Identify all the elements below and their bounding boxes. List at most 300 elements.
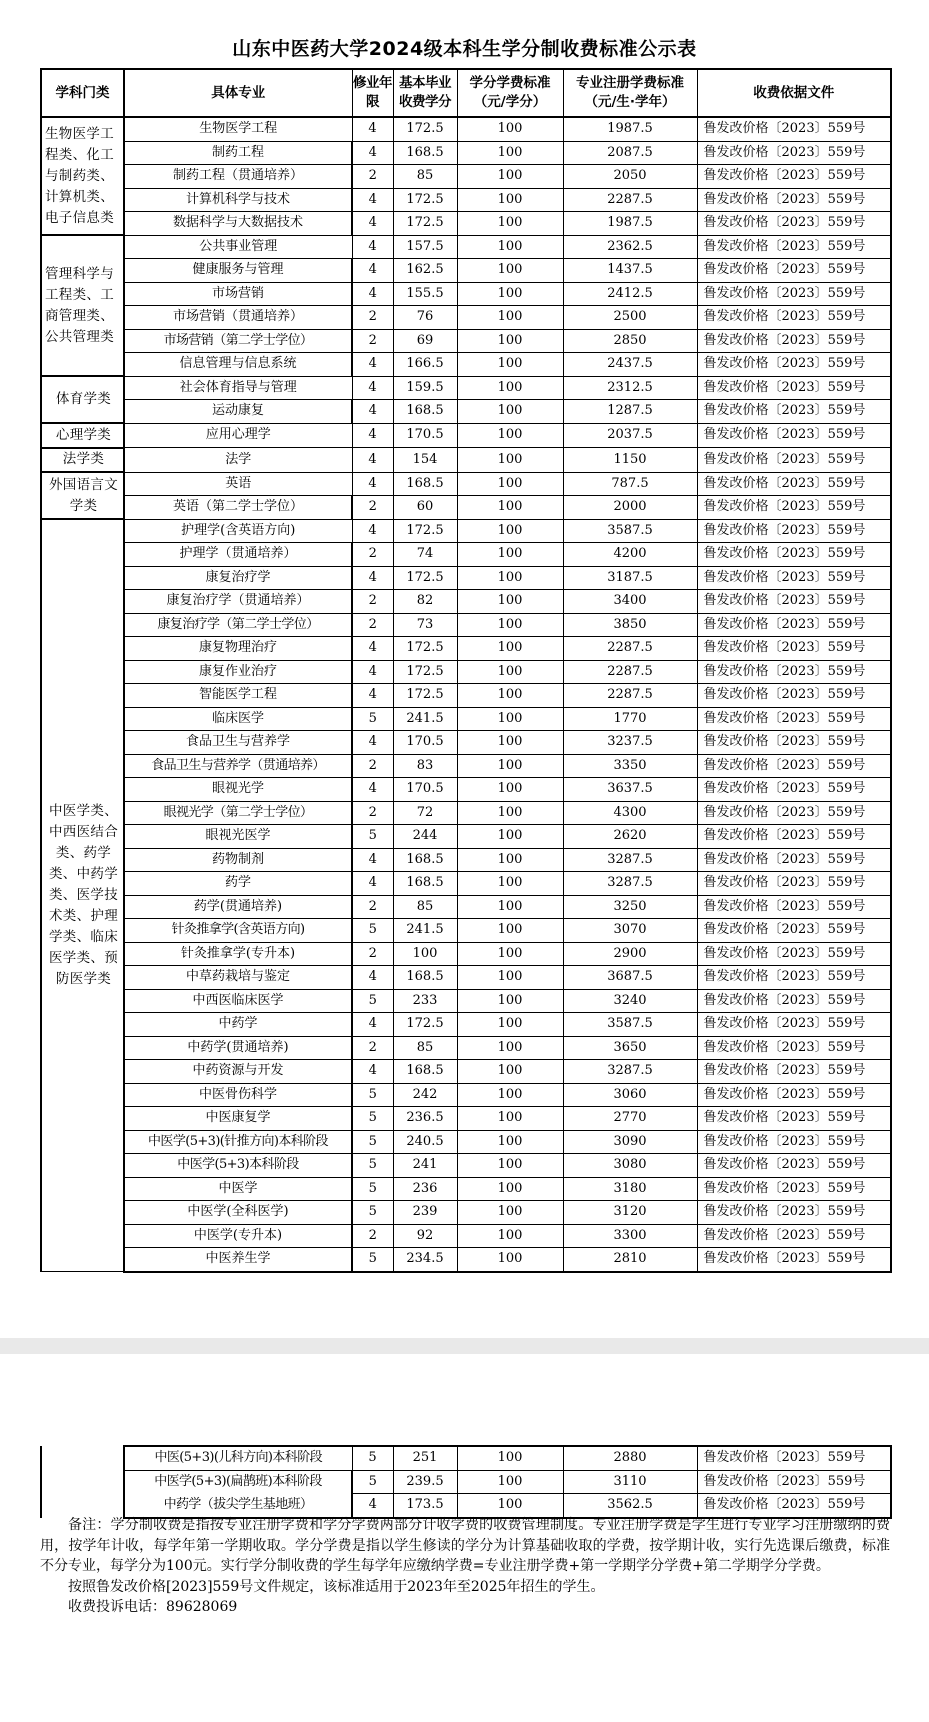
years-cell: 2 — [352, 801, 393, 825]
category-cell: 生物医学工程类、化工与制药类、计算机类、电子信息类 — [41, 117, 124, 235]
table-row — [41, 306, 891, 330]
years-cell: 2 — [352, 165, 393, 189]
basis-document-cell: 鲁发改价格〔2023〕559号 — [697, 519, 891, 543]
table-row — [41, 1224, 891, 1248]
registration-fee-cell: 4300 — [563, 801, 697, 825]
credit-fee-cell: 100 — [457, 1446, 563, 1470]
table-row — [41, 1494, 891, 1518]
major-cell: 药学(贯通培养) — [124, 895, 352, 919]
credits-cell: 154 — [393, 448, 457, 473]
registration-fee-cell: 3350 — [563, 754, 697, 778]
credits-cell: 168.5 — [393, 848, 457, 872]
credits-cell: 85 — [393, 165, 457, 189]
registration-fee-cell: 3090 — [563, 1130, 697, 1154]
years-cell: 4 — [352, 566, 393, 590]
registration-fee-cell: 2287.5 — [563, 684, 697, 708]
registration-fee-cell: 2437.5 — [563, 353, 697, 377]
credit-fee-cell: 100 — [457, 801, 563, 825]
credit-fee-cell: 100 — [457, 306, 563, 330]
table-row — [41, 400, 891, 424]
registration-fee-cell: 3110 — [563, 1470, 697, 1494]
table-row — [41, 1248, 891, 1272]
major-cell: 康复治疗学 — [124, 566, 352, 590]
credit-fee-cell: 100 — [457, 423, 563, 448]
credit-fee-cell: 100 — [457, 1470, 563, 1494]
credit-fee-cell: 100 — [457, 942, 563, 966]
years-cell: 4 — [352, 1060, 393, 1084]
major-cell: 运动康复 — [124, 400, 352, 424]
credits-cell: 251 — [393, 1446, 457, 1470]
major-cell: 法学 — [124, 448, 352, 473]
major-cell: 药学 — [124, 872, 352, 896]
credit-fee-cell: 100 — [457, 376, 563, 400]
years-cell: 4 — [352, 848, 393, 872]
major-cell: 市场营销（第二学士学位） — [124, 329, 352, 353]
credits-cell: 241.5 — [393, 707, 457, 731]
major-cell: 制药工程 — [124, 141, 352, 165]
basis-document-cell: 鲁发改价格〔2023〕559号 — [697, 848, 891, 872]
registration-fee-cell: 3120 — [563, 1201, 697, 1225]
years-cell: 2 — [352, 306, 393, 330]
years-cell: 4 — [352, 684, 393, 708]
credits-cell: 172.5 — [393, 1013, 457, 1037]
credit-fee-cell: 100 — [457, 707, 563, 731]
registration-fee-cell: 2850 — [563, 329, 697, 353]
basis-document-cell: 鲁发改价格〔2023〕559号 — [697, 1060, 891, 1084]
basis-document-cell: 鲁发改价格〔2023〕559号 — [697, 895, 891, 919]
table-row — [41, 1177, 891, 1201]
registration-fee-cell: 3187.5 — [563, 566, 697, 590]
table-row — [41, 1470, 891, 1494]
credits-cell: 159.5 — [393, 376, 457, 400]
credit-fee-cell: 100 — [457, 848, 563, 872]
major-cell: 食品卫生与营养学（贯通培养） — [124, 754, 352, 778]
table-row — [41, 637, 891, 661]
table-row — [41, 801, 891, 825]
credits-cell: 239.5 — [393, 1470, 457, 1494]
years-cell: 5 — [352, 1107, 393, 1131]
years-cell: 5 — [352, 1154, 393, 1178]
years-cell: 2 — [352, 1036, 393, 1060]
basis-document-cell: 鲁发改价格〔2023〕559号 — [697, 165, 891, 189]
table-row — [41, 1154, 891, 1178]
registration-fee-cell: 3287.5 — [563, 872, 697, 896]
credits-cell: 168.5 — [393, 472, 457, 496]
credit-fee-cell: 100 — [457, 543, 563, 567]
table-row — [41, 872, 891, 896]
major-cell: 英语（第二学士学位） — [124, 496, 352, 520]
years-cell: 4 — [352, 400, 393, 424]
category-cell: 管理科学与工程类、工商管理类、公共管理类 — [41, 235, 124, 376]
major-cell: 康复物理治疗 — [124, 637, 352, 661]
credits-cell: 172.5 — [393, 212, 457, 236]
years-cell: 4 — [352, 423, 393, 448]
years-cell: 4 — [352, 778, 393, 802]
major-cell: 计算机科学与技术 — [124, 188, 352, 212]
credit-fee-cell: 100 — [457, 235, 563, 259]
basis-document-cell: 鲁发改价格〔2023〕559号 — [697, 966, 891, 990]
years-cell: 4 — [352, 259, 393, 283]
table-row — [41, 212, 891, 236]
table-row — [41, 259, 891, 283]
major-cell: 中医学 — [124, 1177, 352, 1201]
credit-fee-cell: 100 — [457, 1224, 563, 1248]
basis-document-cell: 鲁发改价格〔2023〕559号 — [697, 188, 891, 212]
registration-fee-cell: 3587.5 — [563, 1013, 697, 1037]
credits-cell: 69 — [393, 329, 457, 353]
registration-fee-cell: 2810 — [563, 1248, 697, 1272]
major-cell: 中医学(专升本) — [124, 1224, 352, 1248]
years-cell: 4 — [352, 141, 393, 165]
basis-document-cell: 鲁发改价格〔2023〕559号 — [697, 1224, 891, 1248]
credit-fee-cell: 100 — [457, 919, 563, 943]
major-cell: 市场营销（贯通培养） — [124, 306, 352, 330]
table-row — [41, 117, 891, 141]
category-cell: 体育学类 — [41, 376, 124, 423]
notes — [40, 1515, 890, 1618]
table-row — [41, 848, 891, 872]
years-cell: 2 — [352, 613, 393, 637]
credits-cell: 74 — [393, 543, 457, 567]
basis-document-cell: 鲁发改价格〔2023〕559号 — [697, 376, 891, 400]
years-cell: 5 — [352, 1470, 393, 1494]
registration-fee-cell: 1287.5 — [563, 400, 697, 424]
credits-cell: 241 — [393, 1154, 457, 1178]
credit-fee-cell: 100 — [457, 282, 563, 306]
credit-fee-cell: 100 — [457, 1154, 563, 1178]
credits-cell: 236 — [393, 1177, 457, 1201]
basis-document-cell: 鲁发改价格〔2023〕559号 — [697, 989, 891, 1013]
major-cell: 中医学(5+3)(针推方向)本科阶段 — [124, 1130, 352, 1154]
major-cell: 英语 — [124, 472, 352, 496]
credits-cell: 239 — [393, 1201, 457, 1225]
basis-document-cell: 鲁发改价格〔2023〕559号 — [697, 212, 891, 236]
major-cell: 中药学 — [124, 1013, 352, 1037]
years-cell: 4 — [352, 731, 393, 755]
credits-cell: 234.5 — [393, 1248, 457, 1272]
basis-document-cell: 鲁发改价格〔2023〕559号 — [697, 282, 891, 306]
registration-fee-cell: 1987.5 — [563, 212, 697, 236]
years-cell: 2 — [352, 590, 393, 614]
credits-cell: 76 — [393, 306, 457, 330]
registration-fee-cell: 2620 — [563, 825, 697, 849]
credits-cell: 73 — [393, 613, 457, 637]
years-cell: 4 — [352, 660, 393, 684]
credit-fee-cell: 100 — [457, 1130, 563, 1154]
major-cell: 中草药栽培与鉴定 — [124, 966, 352, 990]
table-row — [41, 1036, 891, 1060]
major-cell: 智能医学工程 — [124, 684, 352, 708]
credits-cell: 168.5 — [393, 872, 457, 896]
header-basis-document: 收费依据文件 — [697, 69, 891, 117]
years-cell: 4 — [352, 117, 393, 141]
registration-fee-cell: 3400 — [563, 590, 697, 614]
table-row — [41, 778, 891, 802]
credit-fee-cell: 100 — [457, 731, 563, 755]
basis-document-cell: 鲁发改价格〔2023〕559号 — [697, 543, 891, 567]
table-row — [41, 919, 891, 943]
years-cell: 2 — [352, 1224, 393, 1248]
credits-cell: 170.5 — [393, 731, 457, 755]
category-cell: 法学类 — [41, 448, 124, 473]
credit-fee-cell: 100 — [457, 1060, 563, 1084]
header-registration-fee: 专业注册学费标准（元/生·学年） — [563, 69, 697, 117]
basis-document-cell: 鲁发改价格〔2023〕559号 — [697, 1470, 891, 1494]
years-cell: 4 — [352, 188, 393, 212]
major-cell: 临床医学 — [124, 707, 352, 731]
credit-fee-cell: 100 — [457, 353, 563, 377]
major-cell: 中西医临床医学 — [124, 989, 352, 1013]
basis-document-cell: 鲁发改价格〔2023〕559号 — [697, 1494, 891, 1518]
credit-fee-cell: 100 — [457, 448, 563, 473]
basis-document-cell: 鲁发改价格〔2023〕559号 — [697, 117, 891, 141]
major-cell: 康复作业治疗 — [124, 660, 352, 684]
table-row — [41, 1013, 891, 1037]
credit-fee-cell: 100 — [457, 165, 563, 189]
registration-fee-cell: 2037.5 — [563, 423, 697, 448]
major-cell: 数据科学与大数据技术 — [124, 212, 352, 236]
registration-fee-cell: 3287.5 — [563, 1060, 697, 1084]
major-cell: 市场营销 — [124, 282, 352, 306]
credits-cell: 72 — [393, 801, 457, 825]
credits-cell: 172.5 — [393, 188, 457, 212]
basis-document-cell: 鲁发改价格〔2023〕559号 — [697, 1013, 891, 1037]
table-row — [41, 1107, 891, 1131]
years-cell: 2 — [352, 942, 393, 966]
table-row — [41, 684, 891, 708]
credits-cell: 155.5 — [393, 282, 457, 306]
basis-document-cell: 鲁发改价格〔2023〕559号 — [697, 825, 891, 849]
registration-fee-cell: 4200 — [563, 543, 697, 567]
table-row — [41, 423, 891, 448]
credits-cell: 242 — [393, 1083, 457, 1107]
registration-fee-cell: 3687.5 — [563, 966, 697, 990]
credit-fee-cell: 100 — [457, 966, 563, 990]
credit-fee-cell: 100 — [457, 1177, 563, 1201]
table-row — [41, 989, 891, 1013]
major-cell: 社会体育指导与管理 — [124, 376, 352, 400]
basis-document-cell: 鲁发改价格〔2023〕559号 — [697, 637, 891, 661]
major-cell: 中医学(全科医学) — [124, 1201, 352, 1225]
credits-cell: 168.5 — [393, 141, 457, 165]
major-cell: 健康服务与管理 — [124, 259, 352, 283]
table-row — [41, 472, 891, 496]
major-cell: 中医骨伤科学 — [124, 1083, 352, 1107]
major-cell: 公共事业管理 — [124, 235, 352, 259]
credit-fee-cell: 100 — [457, 400, 563, 424]
registration-fee-cell: 3650 — [563, 1036, 697, 1060]
registration-fee-cell: 2500 — [563, 306, 697, 330]
fee-table — [40, 68, 892, 1273]
years-cell: 5 — [352, 707, 393, 731]
credits-cell: 157.5 — [393, 235, 457, 259]
credits-cell: 244 — [393, 825, 457, 849]
years-cell: 4 — [352, 353, 393, 377]
basis-document-cell: 鲁发改价格〔2023〕559号 — [697, 590, 891, 614]
registration-fee-cell: 1987.5 — [563, 117, 697, 141]
major-cell: 护理学(含英语方向) — [124, 519, 352, 543]
registration-fee-cell: 1437.5 — [563, 259, 697, 283]
credit-fee-cell: 100 — [457, 188, 563, 212]
years-cell: 5 — [352, 989, 393, 1013]
category-cell-continued — [41, 1446, 124, 1518]
credit-fee-cell: 100 — [457, 590, 563, 614]
credit-fee-cell: 100 — [457, 496, 563, 520]
table-row — [41, 566, 891, 590]
years-cell: 4 — [352, 872, 393, 896]
basis-document-cell: 鲁发改价格〔2023〕559号 — [697, 306, 891, 330]
basis-document-cell: 鲁发改价格〔2023〕559号 — [697, 731, 891, 755]
table-row — [41, 660, 891, 684]
registration-fee-cell: 2362.5 — [563, 235, 697, 259]
credits-cell: 172.5 — [393, 660, 457, 684]
years-cell: 2 — [352, 543, 393, 567]
basis-document-cell: 鲁发改价格〔2023〕559号 — [697, 754, 891, 778]
registration-fee-cell: 2000 — [563, 496, 697, 520]
table-row — [41, 188, 891, 212]
major-cell: 针灸推拿学(含英语方向) — [124, 919, 352, 943]
years-cell: 4 — [352, 1494, 393, 1518]
credit-fee-cell: 100 — [457, 754, 563, 778]
header-major: 具体专业 — [124, 69, 352, 117]
basis-document-cell: 鲁发改价格〔2023〕559号 — [697, 1107, 891, 1131]
credits-cell: 172.5 — [393, 566, 457, 590]
basis-document-cell: 鲁发改价格〔2023〕559号 — [697, 472, 891, 496]
major-cell: 中医康复学 — [124, 1107, 352, 1131]
credit-fee-cell: 100 — [457, 1201, 563, 1225]
page-title: 山东中医药大学2024级本科生学分制收费标准公示表 — [232, 38, 697, 60]
registration-fee-cell: 3080 — [563, 1154, 697, 1178]
major-cell: 信息管理与信息系统 — [124, 353, 352, 377]
credits-cell: 168.5 — [393, 966, 457, 990]
credit-fee-cell: 100 — [457, 141, 563, 165]
registration-fee-cell: 787.5 — [563, 472, 697, 496]
credit-fee-cell: 100 — [457, 637, 563, 661]
years-cell: 5 — [352, 1201, 393, 1225]
years-cell: 4 — [352, 637, 393, 661]
major-cell: 中医学(5+3)(扁鹊班)本科阶段 — [124, 1470, 352, 1494]
years-cell: 2 — [352, 754, 393, 778]
credit-fee-cell: 100 — [457, 1083, 563, 1107]
page-separator — [0, 1338, 929, 1354]
major-cell: 护理学（贯通培养） — [124, 543, 352, 567]
years-cell: 5 — [352, 1177, 393, 1201]
credits-cell: 170.5 — [393, 778, 457, 802]
table-row — [41, 1060, 891, 1084]
major-cell: 中药学（拔尖学生基地班） — [124, 1494, 352, 1518]
table-row — [41, 966, 891, 990]
credits-cell: 173.5 — [393, 1494, 457, 1518]
registration-fee-cell: 2287.5 — [563, 660, 697, 684]
registration-fee-cell: 1150 — [563, 448, 697, 473]
table-row — [41, 1201, 891, 1225]
basis-document-cell: 鲁发改价格〔2023〕559号 — [697, 919, 891, 943]
table-row — [41, 754, 891, 778]
major-cell: 食品卫生与营养学 — [124, 731, 352, 755]
years-cell: 4 — [352, 966, 393, 990]
years-cell: 4 — [352, 235, 393, 259]
credits-cell: 241.5 — [393, 919, 457, 943]
registration-fee-cell: 3287.5 — [563, 848, 697, 872]
major-cell: 中药资源与开发 — [124, 1060, 352, 1084]
basis-document-cell: 鲁发改价格〔2023〕559号 — [697, 801, 891, 825]
basis-document-cell: 鲁发改价格〔2023〕559号 — [697, 872, 891, 896]
credits-cell: 166.5 — [393, 353, 457, 377]
category-cell: 心理学类 — [41, 423, 124, 448]
credits-cell: 168.5 — [393, 400, 457, 424]
basis-document-cell: 鲁发改价格〔2023〕559号 — [697, 707, 891, 731]
registration-fee-cell: 2287.5 — [563, 637, 697, 661]
table-row — [41, 448, 891, 473]
credits-cell: 60 — [393, 496, 457, 520]
credit-fee-cell: 100 — [457, 778, 563, 802]
years-cell: 5 — [352, 1083, 393, 1107]
years-cell: 5 — [352, 919, 393, 943]
table-row — [41, 141, 891, 165]
registration-fee-cell: 2287.5 — [563, 188, 697, 212]
table-row — [41, 282, 891, 306]
major-cell: 针灸推拿学(专升本) — [124, 942, 352, 966]
note-complaint-phone: 收费投诉电话：89628069 — [68, 1599, 238, 1615]
basis-document-cell: 鲁发改价格〔2023〕559号 — [697, 613, 891, 637]
credits-cell: 168.5 — [393, 1060, 457, 1084]
basis-document-cell: 鲁发改价格〔2023〕559号 — [697, 400, 891, 424]
table-row — [41, 235, 891, 259]
major-cell: 中药学(贯通培养) — [124, 1036, 352, 1060]
major-cell: 眼视光学 — [124, 778, 352, 802]
basis-document-cell: 鲁发改价格〔2023〕559号 — [697, 496, 891, 520]
credits-cell: 162.5 — [393, 259, 457, 283]
basis-document-cell: 鲁发改价格〔2023〕559号 — [697, 942, 891, 966]
registration-fee-cell: 3180 — [563, 1177, 697, 1201]
basis-document-cell: 鲁发改价格〔2023〕559号 — [697, 259, 891, 283]
credits-cell: 236.5 — [393, 1107, 457, 1131]
note-policy: 按照鲁发改价格[2023]559号文件规定，该标准适用于2023年至2025年招生的学生。 — [68, 1578, 605, 1595]
credit-fee-cell: 100 — [457, 329, 563, 353]
basis-document-cell: 鲁发改价格〔2023〕559号 — [697, 778, 891, 802]
basis-document-cell: 鲁发改价格〔2023〕559号 — [697, 1248, 891, 1272]
registration-fee-cell: 3587.5 — [563, 519, 697, 543]
credit-fee-cell: 100 — [457, 1036, 563, 1060]
basis-document-cell: 鲁发改价格〔2023〕559号 — [697, 353, 891, 377]
registration-fee-cell: 3850 — [563, 613, 697, 637]
years-cell: 4 — [352, 282, 393, 306]
basis-document-cell: 鲁发改价格〔2023〕559号 — [697, 1083, 891, 1107]
credits-cell: 82 — [393, 590, 457, 614]
credits-cell: 85 — [393, 895, 457, 919]
years-cell: 2 — [352, 895, 393, 919]
registration-fee-cell: 3250 — [563, 895, 697, 919]
basis-document-cell: 鲁发改价格〔2023〕559号 — [697, 1130, 891, 1154]
years-cell: 4 — [352, 448, 393, 473]
major-cell: 中医(5+3)(儿科方向)本科阶段 — [124, 1446, 352, 1470]
credit-fee-cell: 100 — [457, 472, 563, 496]
credit-fee-cell: 100 — [457, 684, 563, 708]
table-row — [41, 353, 891, 377]
table-row — [41, 329, 891, 353]
major-cell: 药物制剂 — [124, 848, 352, 872]
header-category: 学科门类 — [41, 69, 124, 117]
credit-fee-cell: 100 — [457, 1248, 563, 1272]
credits-cell: 83 — [393, 754, 457, 778]
registration-fee-cell: 1770 — [563, 707, 697, 731]
credit-fee-cell: 100 — [457, 1494, 563, 1518]
basis-document-cell: 鲁发改价格〔2023〕559号 — [697, 1036, 891, 1060]
major-cell: 康复治疗学（贯通培养） — [124, 590, 352, 614]
header-credit-fee: 学分学费标准（元/学分） — [457, 69, 563, 117]
credits-cell: 172.5 — [393, 519, 457, 543]
basis-document-cell: 鲁发改价格〔2023〕559号 — [697, 660, 891, 684]
